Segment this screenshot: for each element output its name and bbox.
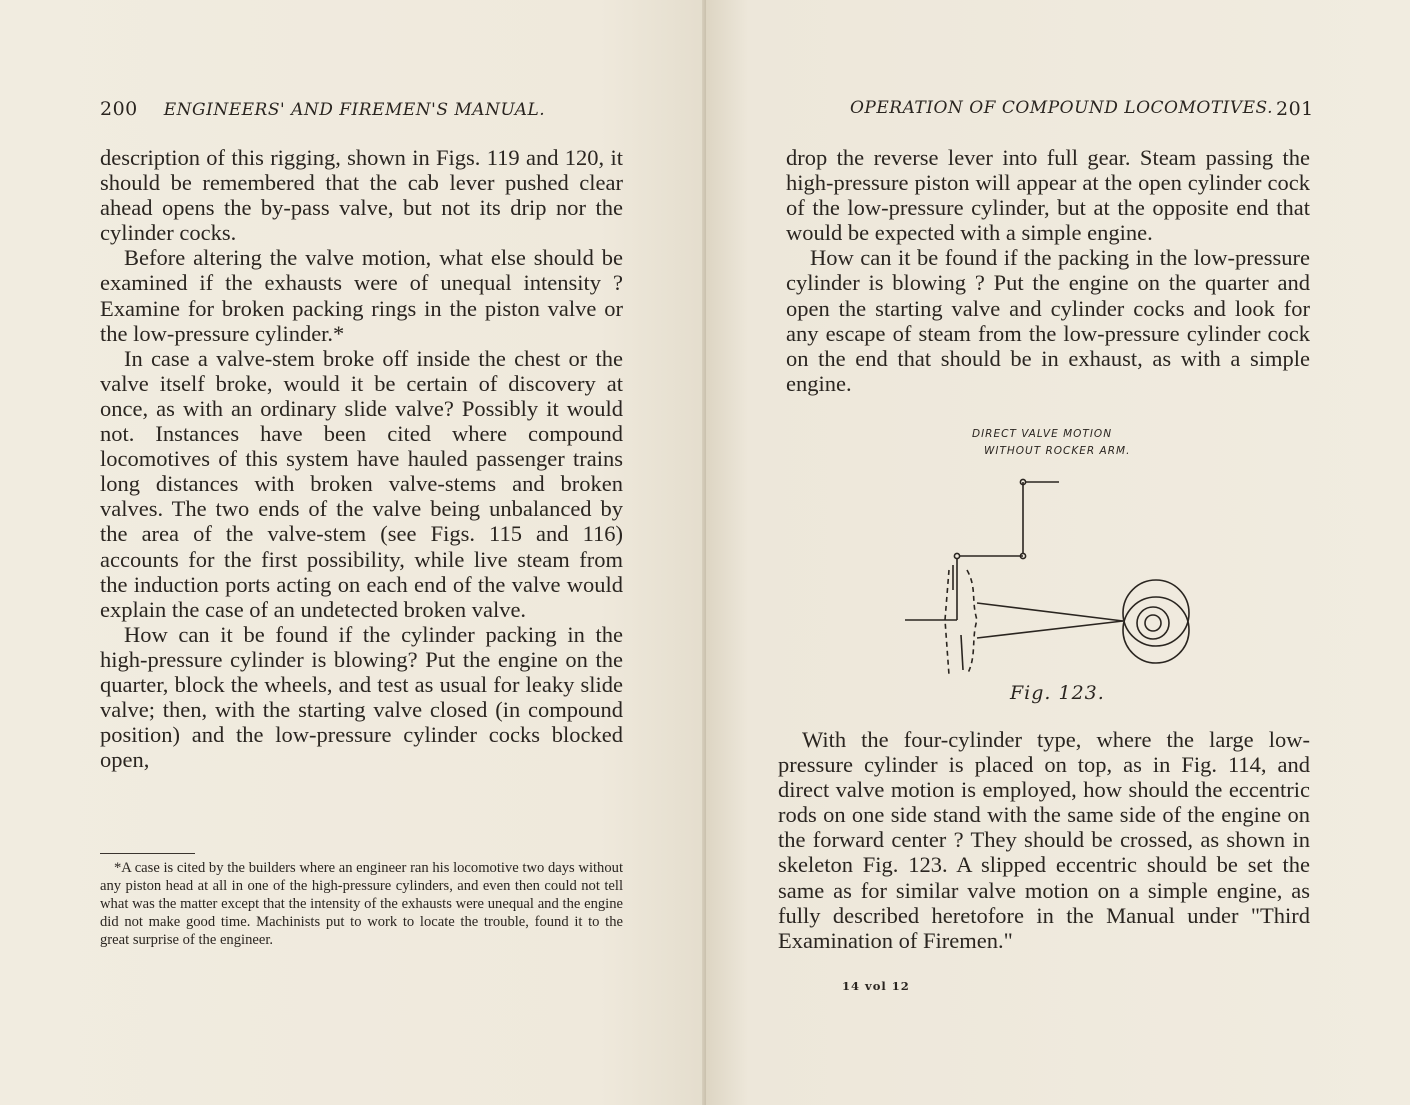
left-folio: 200 <box>100 98 138 120</box>
figure-label: Fig. 123. <box>1010 682 1105 704</box>
printer-signature: 14 vol 12 <box>842 979 910 993</box>
left-paragraph-1: description of this rigging, shown in Figs. 119 and 120, it should be remembered that the cab lever pushed clear ahead opens the by-pass valve, but not its drip nor the cylinder cocks. <box>100 145 623 246</box>
left-running-title: ENGINEERS' AND FIREMEN'S MANUAL. <box>163 100 546 120</box>
left-paragraph-4: How can it be found if the cylinder packing in the high-pressure cylinder is blowing? Put the engine on the quarter, block the wheels, and test as usual for leaky slide valve; then, with the starting valve closed (in compound position) and the low-pressure cylinder cocks blocked open, <box>100 621 623 773</box>
right-page <box>706 0 1410 1105</box>
left-paragraph-3: In case a valve-stem broke off inside the chest or the valve itself broke, would it be certain of discovery at once, as with an ordinary slide valve? Possibly it would not. Instances have been cited where compound locomotives of this system have hauled passenger trains long distances with broken valve-stems and broken valves. The two ends of the valve being unbalanced by the area of the valve-stem (see Figs. 115 and 116) accounts for the first possibility, while live steam from the induction ports acting on each end of the valve would explain the case of an undetected broken valve. <box>100 345 623 622</box>
left-running-head <box>100 98 620 122</box>
figure-caption-line-1: DIRECT VALVE MOTION <box>972 428 1113 440</box>
eccentric-rod-upper <box>977 603 1123 621</box>
left-paragraph-2: Before altering the valve motion, what else should be examined if the exhausts were of unequal intensity ? Examine for broken packing rings in the piston valve or the low-pressure cylinder.* <box>100 245 623 346</box>
eccentric-rod-lower <box>977 621 1123 638</box>
footnote <box>100 859 623 949</box>
figure-caption-line-2: WITHOUT ROCKER ARM. <box>984 445 1131 457</box>
right-paragraph-3: With the four-cylinder type, where the large low-pressure cylinder is placed on top, as in Fig. 114, and direct valve motion is employed, how should the eccentric rods on one side stand with the same side of the engine on the forward center ? They should be crossed, as shown in skeleton Fig. 123. A slipped eccentric should be set the same as for similar valve motion on a simple engine, as fully described heretofore in the Manual under "Third Examination of Firemen." <box>778 727 1310 953</box>
link-joint <box>954 553 959 558</box>
right-folio: 201 <box>1276 98 1314 120</box>
right-paragraph-1: drop the reverse lever into full gear. Steam passing the high-pressure piston will appear at the open cylinder cock of the low-pressure cylinder, but at the opposite end that would be expected with a simple engine. <box>786 145 1310 246</box>
link-slot-bottom <box>961 635 963 670</box>
footnote-rule <box>100 853 195 854</box>
expansion-link-right <box>967 570 977 675</box>
right-body-text-bottom <box>778 727 1310 953</box>
left-body-text <box>100 145 623 772</box>
axle-circle-inner <box>1145 615 1161 631</box>
footnote-text: *A case is cited by the builders where an engineer ran his locomotive two days without any piston head at all in one of the high-pressure cylinders, and even then could not tell what was the matter except that the intensity of the exhausts were unequal and the engine did not make good time. Machinists put to work to locate the trouble, found it to the great surprise of the engineer. <box>100 860 623 948</box>
valve-motion-diagram <box>891 470 1211 690</box>
eccentric-circle-forward <box>1123 580 1189 646</box>
axle-circle-outer <box>1137 607 1169 639</box>
right-running-head <box>850 98 1320 122</box>
right-running-title: OPERATION OF COMPOUND LOCOMOTIVES. <box>850 98 1273 118</box>
right-body-text-top <box>786 145 1310 396</box>
right-paragraph-2: How can it be found if the packing in the low-pressure cylinder is blowing ? Put the engine on the quarter and open the starting valve and cylinder cocks and look for any escape of steam from the low-pressure cylinder cock on the end that should be in exhaust, as with a simple engine. <box>786 245 1310 396</box>
expansion-link-left <box>945 570 949 675</box>
